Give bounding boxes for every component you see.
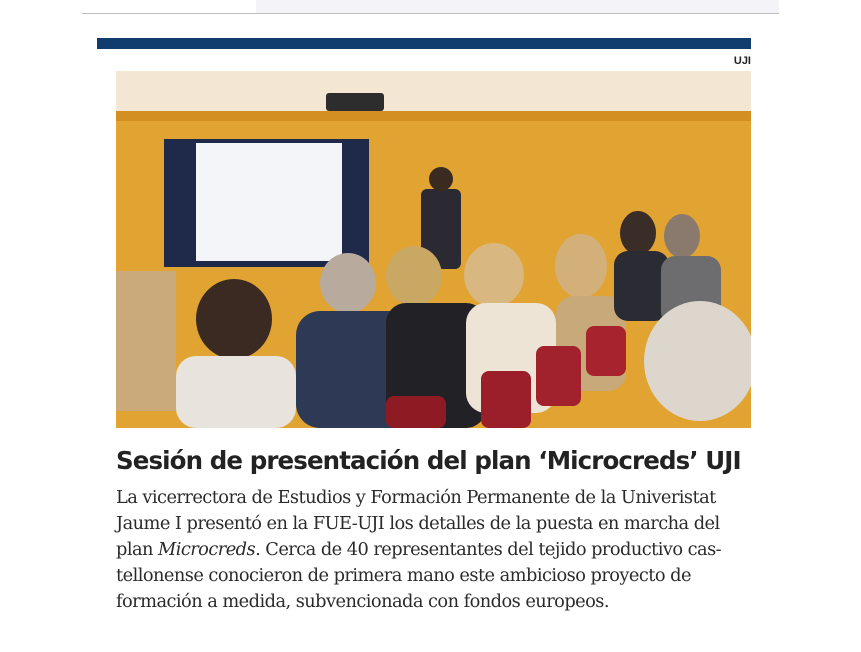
body-line	[116, 537, 756, 563]
body-line: Jaume I presentó en la FUE-UJI los detalles de la puesta en marcha del	[116, 513, 720, 534]
body-text-fragment: . Cerca de 40 representantes del tejido productivo cas-	[255, 539, 722, 560]
top-divider	[82, 13, 779, 14]
body-text-fragment: plan	[116, 539, 159, 560]
article-body	[116, 485, 756, 615]
article-headline: Sesión de presentación del plan ‘Microcreds’ UJI	[116, 446, 741, 475]
photo-credit: UJI	[733, 55, 751, 67]
body-line: tellonense conocieron de primera mano este ambicioso proyecto de	[116, 565, 691, 586]
header-strip	[256, 0, 779, 13]
body-line: La vicerrectora de Estudios y Formación Permanente de la Univeristat	[116, 487, 716, 508]
section-color-bar	[97, 38, 751, 49]
article-photo	[116, 71, 751, 428]
body-line: formación a medida, subvencionada con fondos europeos.	[116, 591, 609, 612]
italic-plan-name: Microcreds	[158, 539, 256, 560]
